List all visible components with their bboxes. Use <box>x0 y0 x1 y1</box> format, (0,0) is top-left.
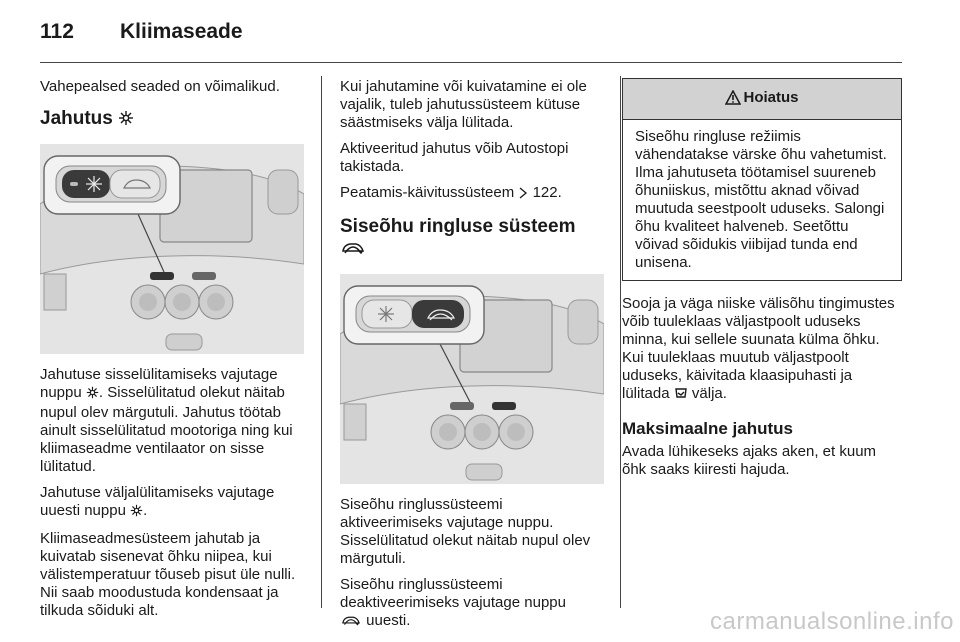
cooling-off-text-a: Jahutuse väljalülitamiseks vajutage uuesti nuppu <box>40 484 275 519</box>
intro-text: Vahepealsed seaded on võimalikud. <box>40 78 280 95</box>
column-divider-1 <box>321 76 322 608</box>
windscreen-wiper-icon <box>674 386 688 405</box>
cooling-off-text <box>40 484 304 522</box>
page-header <box>40 14 910 54</box>
heading-text: Jahutus <box>40 108 113 129</box>
heading-text: Siseõhu ringluse süsteem <box>340 216 576 237</box>
section-heading-cooling <box>40 108 304 132</box>
section-heading-recirculation <box>340 216 604 262</box>
windscreen-fog-text-a: Sooja ja väga niiske välisõhu tingimustes võib tuuleklaas väljastpoolt uduseks minna, kui sellele suunata külma õhku. Kui tuuleklaas muutub väljastpoolt uduseks, käivitada klaasipuhasti ja lülitada <box>622 295 895 402</box>
snowflake-icon <box>86 386 99 404</box>
column-1 <box>40 78 304 628</box>
recirculation-car-icon <box>340 240 366 262</box>
header-divider <box>40 62 902 63</box>
cooling-on-text-a: Jahutuse sisselülitamiseks vajutage nuppu <box>40 366 278 401</box>
cooling-on-text <box>40 366 304 476</box>
illustration-recirculation-button <box>340 274 604 484</box>
watermark: carmanualsonline.info <box>710 608 954 635</box>
recirculation-off-text-b: uuesti. <box>366 612 411 629</box>
arrow-right-icon <box>518 186 528 204</box>
column-3 <box>622 78 902 487</box>
warning-box <box>622 78 902 281</box>
recirculation-on-text: Siseõhu ringlussüsteemi aktiveerimiseks vajutage nuppu. Sisselülitatud olekut näitab nupul olev märgutuli. <box>340 496 591 567</box>
fuel-saving-text: Kui jahutamine või kuivatamine ei ole vajalik, tuleb jahutussüsteem kütuse säästmiseks välja lülitada. <box>340 78 587 131</box>
warning-triangle-icon <box>725 90 741 110</box>
column-divider-2 <box>620 76 621 608</box>
recirculation-off-text <box>340 576 604 632</box>
recirculation-car-icon <box>340 614 362 632</box>
snowflake-icon <box>118 110 134 132</box>
max-cooling-text: Avada lühikeseks ajaks aken, et kuum õhk saaks kiiresti hajuda. <box>622 443 877 478</box>
section-heading-max-cooling: Maksimaalne jahutus <box>622 419 794 438</box>
stop-start-reference <box>340 184 604 204</box>
cooling-on-text-b: . Sisselülitatud olekut näitab nupul olev märgutuli. Jahutus töötab ainult sisselülitatud mootoriga ning kui kliimaseadme ventilaator on sisse lülitatud. <box>40 384 293 475</box>
ac-system-text: Kliimaseadmesüsteem jahutab ja kuivatab sisenevat õhku niipea, kui välistemperatuur tõuseb pisut üle nulli. Nii saab moodustuda kondensaat ja tilkuda sõiduki alt. <box>40 530 296 619</box>
chapter-title: Kliimaseade <box>120 20 243 43</box>
column-2 <box>340 78 604 640</box>
windscreen-fog-text-b: välja. <box>691 385 727 402</box>
page-number: 112 <box>40 20 74 43</box>
autostop-text: Aktiveeritud jahutus võib Autostopi takistada. <box>340 140 569 175</box>
illustration-ac-button <box>40 144 304 354</box>
recirculation-off-text-a: Siseõhu ringlussüsteemi deaktiveerimiseks vajutage nuppu <box>340 576 566 611</box>
warning-text: Siseõhu ringluse režiimis vähendatakse värske õhu vahetumist. Ilma jahutuseta töötamisel suureneb õhuniiskus, mistõttu aknad võivad muutuda seestpoolt uduseks. Salongi õhu kvaliteet halveneb. Seetõttu võivad sõidukis viibijad tunda end unisena. <box>635 128 887 271</box>
warning-title: Hoiatus <box>743 89 799 106</box>
snowflake-icon <box>130 504 143 522</box>
warning-header <box>623 79 901 120</box>
cooling-off-text-b: . <box>143 502 148 519</box>
windscreen-fog-text <box>622 295 902 405</box>
stop-start-label: Peatamis-käivitussüsteem <box>340 184 515 201</box>
page-reference-link[interactable]: 122. <box>532 184 562 201</box>
